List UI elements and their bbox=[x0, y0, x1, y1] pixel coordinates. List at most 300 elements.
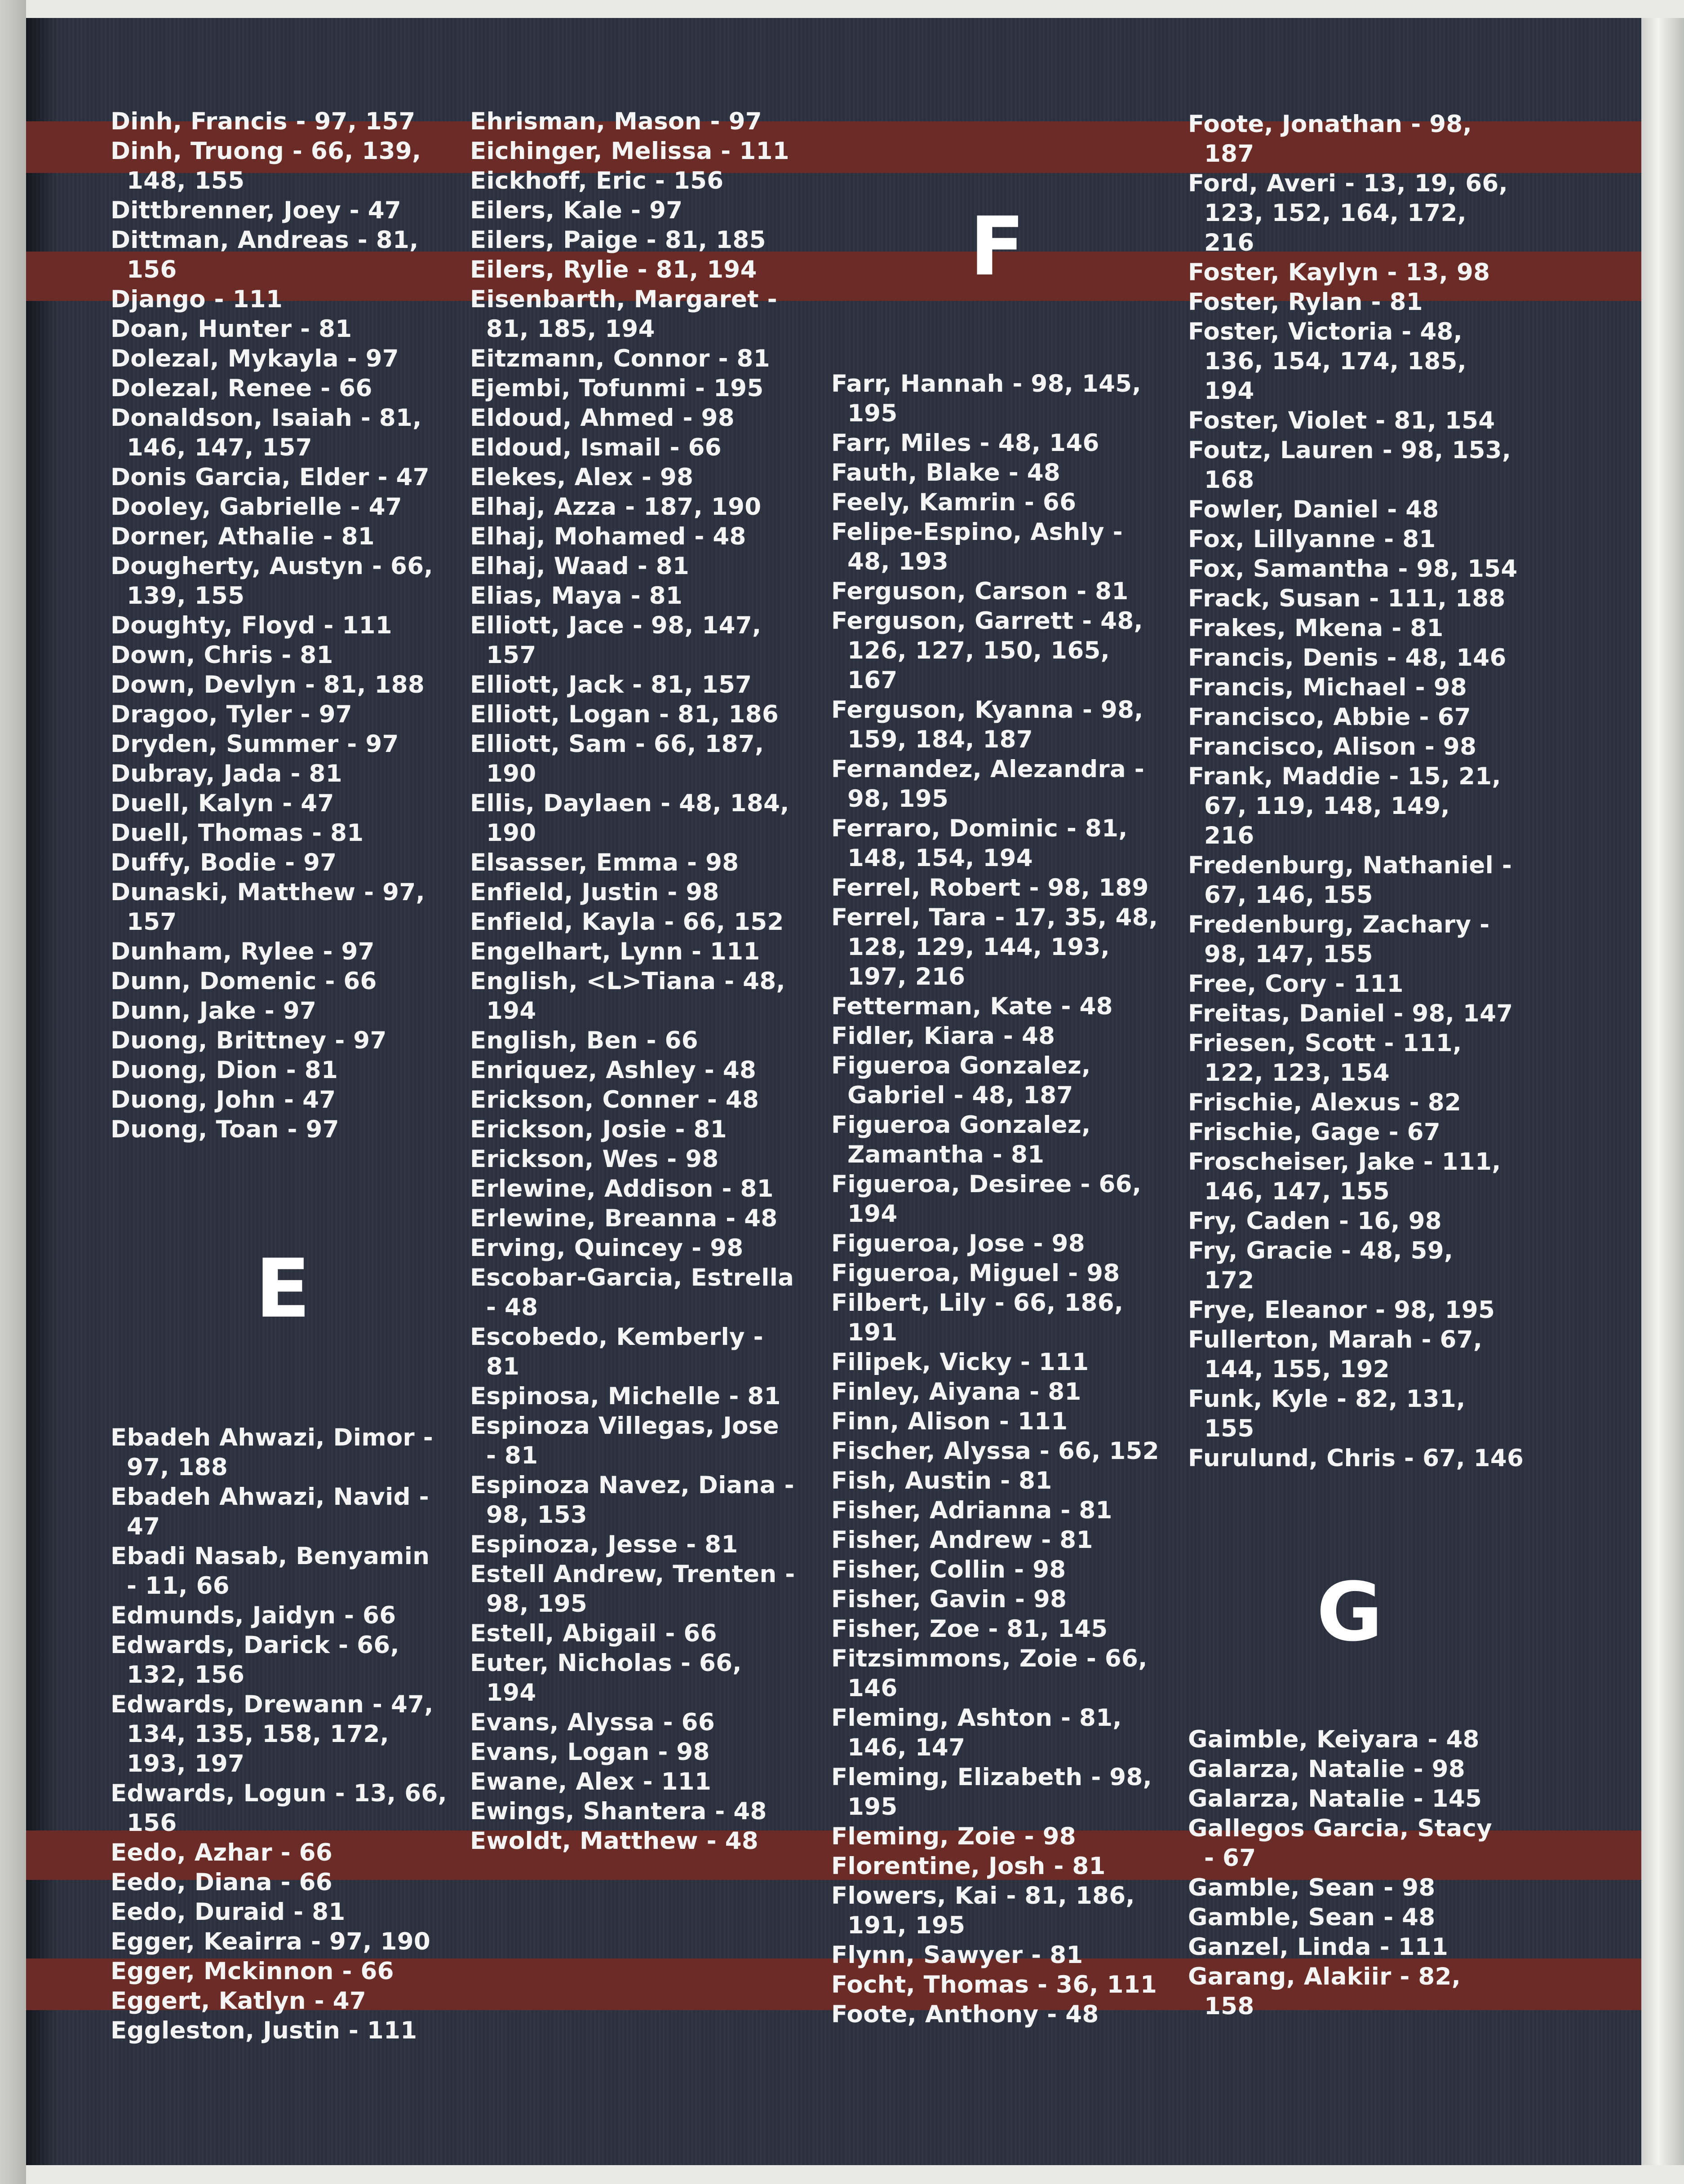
index-entry-name: Ferguson, Garrett - 48, bbox=[831, 607, 1143, 635]
index-entry bbox=[111, 1601, 461, 1631]
index-entry bbox=[1188, 732, 1538, 762]
index-entry-name: Elhaj, Waad - 81 bbox=[470, 553, 690, 580]
index-entry bbox=[111, 403, 461, 463]
index-entry-name: Dunaski, Matthew - 97, bbox=[111, 879, 425, 906]
index-entry-name: Donis Garcia, Elder - 47 bbox=[111, 464, 430, 491]
index-entry bbox=[1188, 584, 1538, 614]
index-entry bbox=[111, 611, 461, 641]
section-letter-g: G bbox=[1316, 1565, 1383, 1659]
index-entry-name: Ellis, Daylaen - 48, 184, bbox=[470, 790, 789, 817]
section-letter-e: E bbox=[255, 1242, 310, 1336]
index-entry bbox=[831, 369, 1182, 429]
index-entry-continuation: 195 bbox=[847, 1793, 898, 1821]
index-entry-continuation: 136, 154, 174, 185, bbox=[1204, 348, 1467, 375]
index-entry-name: Foote, Jonathan - 98, bbox=[1188, 111, 1472, 138]
index-entry-continuation: 157 bbox=[486, 641, 536, 669]
index-entry bbox=[1188, 169, 1538, 258]
index-entry-name: Frank, Maddie - 15, 21, bbox=[1188, 763, 1501, 790]
index-entry-continuation: 67, 146, 155 bbox=[1204, 881, 1373, 909]
index-entry bbox=[831, 1644, 1182, 1703]
index-entry-name: Fetterman, Kate - 48 bbox=[831, 993, 1113, 1020]
index-entry-name: Fernandez, Alezandra - bbox=[831, 756, 1145, 783]
section-letter-f: F bbox=[970, 200, 1025, 294]
index-entry-name: Feely, Kamrin - 66 bbox=[831, 489, 1077, 516]
index-entry-name: Espinoza Villegas, Jose bbox=[470, 1412, 779, 1440]
right-page-edge bbox=[1641, 18, 1684, 2165]
index-entry-name: Engelhart, Lynn - 111 bbox=[470, 938, 760, 965]
index-entry-name: Farr, Miles - 48, 146 bbox=[831, 429, 1099, 457]
index-entry bbox=[831, 577, 1182, 606]
index-entry bbox=[1188, 851, 1538, 910]
index-entry bbox=[470, 1233, 820, 1263]
index-entry bbox=[111, 314, 461, 344]
index-entry-name: Ehrisman, Mason - 97 bbox=[470, 108, 762, 135]
index-entry-name: Ford, Averi - 13, 19, 66, bbox=[1188, 170, 1508, 197]
index-entry-name: Furulund, Chris - 67, 146 bbox=[1188, 1445, 1524, 1472]
index-entry bbox=[470, 611, 820, 670]
index-entry bbox=[111, 522, 461, 552]
index-entry-continuation: 139, 155 bbox=[127, 582, 245, 610]
index-entry bbox=[1188, 673, 1538, 703]
index-entry bbox=[831, 1585, 1182, 1614]
index-entry-continuation: 148, 154, 194 bbox=[847, 844, 1033, 872]
index-entry-continuation: 216 bbox=[1204, 822, 1254, 849]
index-entry-continuation: 194 bbox=[486, 997, 536, 1025]
index-entry-name: Euter, Nicholas - 66, bbox=[470, 1649, 742, 1677]
index-entry-name: Escobar-Garcia, Estrella bbox=[470, 1264, 794, 1291]
index-entry-name: Eitzmann, Connor - 81 bbox=[470, 345, 770, 372]
index-entry-name: Edmunds, Jaidyn - 66 bbox=[111, 1602, 396, 1629]
index-entry-name: Funk, Kyle - 82, 131, bbox=[1188, 1385, 1466, 1413]
index-entry bbox=[831, 1496, 1182, 1525]
index-entry bbox=[831, 1555, 1182, 1585]
index-entry-name: Fisher, Zoe - 81, 145 bbox=[831, 1615, 1108, 1643]
index-entry-continuation: 146, 147, 155 bbox=[1204, 1178, 1390, 1205]
index-entry-continuation: 191, 195 bbox=[847, 1912, 966, 1939]
index-entry bbox=[1188, 1873, 1538, 1903]
index-entry-name: Figueroa, Miguel - 98 bbox=[831, 1260, 1120, 1287]
index-entry-name: Donaldson, Isaiah - 81, bbox=[111, 404, 422, 432]
index-entry bbox=[111, 641, 461, 670]
index-entry bbox=[111, 285, 461, 314]
index-entry-name: Fox, Samantha - 98, 154 bbox=[1188, 555, 1518, 583]
index-entry-continuation: 146, 147, 157 bbox=[127, 434, 312, 461]
index-entry-name: Evans, Logan - 98 bbox=[470, 1738, 710, 1766]
index-entry-continuation: 146, 147 bbox=[847, 1734, 966, 1761]
index-entry-name: Fox, Lillyanne - 81 bbox=[1188, 526, 1436, 553]
index-entry-name: Ferrel, Robert - 98, 189 bbox=[831, 874, 1149, 902]
index-entry bbox=[111, 700, 461, 729]
index-entry bbox=[470, 1560, 820, 1619]
index-entry-name: Filbert, Lily - 66, 186, bbox=[831, 1289, 1124, 1317]
index-entry bbox=[470, 463, 820, 492]
index-entry-name: Doan, Hunter - 81 bbox=[111, 315, 352, 343]
index-entry bbox=[470, 344, 820, 374]
index-entry-name: Figueroa, Jose - 98 bbox=[831, 1230, 1085, 1257]
index-entry bbox=[111, 729, 461, 759]
index-entry-name: Ebadeh Ahwazi, Navid - bbox=[111, 1483, 429, 1511]
index-entry bbox=[470, 1056, 820, 1085]
index-entry-name: Elhaj, Azza - 187, 190 bbox=[470, 493, 762, 521]
index-entry-name: Foster, Rylan - 81 bbox=[1188, 288, 1423, 316]
index-entry-name: Free, Cory - 111 bbox=[1188, 970, 1404, 998]
index-entry-name: Dunn, Jake - 97 bbox=[111, 997, 317, 1025]
index-entry-name: Dubray, Jada - 81 bbox=[111, 760, 342, 787]
index-entry bbox=[470, 878, 820, 907]
index-entry-name: Gallegos Garcia, Stacy bbox=[1188, 1815, 1493, 1842]
index-entry-continuation: 155 bbox=[1204, 1415, 1254, 1442]
index-entry-name: Down, Devlyn - 81, 188 bbox=[111, 671, 425, 699]
index-entry bbox=[1188, 1384, 1538, 1444]
index-entry-continuation: - 11, 66 bbox=[127, 1572, 230, 1600]
index-entry-name: Ferguson, Kyanna - 98, bbox=[831, 696, 1143, 724]
index-entry-name: Elekes, Alex - 98 bbox=[470, 464, 694, 491]
index-entry-name: Erickson, Conner - 48 bbox=[470, 1086, 759, 1114]
index-entry-continuation: 144, 155, 192 bbox=[1204, 1356, 1390, 1383]
index-entry bbox=[831, 755, 1182, 814]
index-entry-name: Florentine, Josh - 81 bbox=[831, 1852, 1106, 1880]
index-entry bbox=[1188, 1295, 1538, 1325]
index-entry bbox=[111, 2016, 461, 2046]
index-entry bbox=[1188, 910, 1538, 969]
index-entry bbox=[831, 1437, 1182, 1466]
index-entry-continuation: 98, 195 bbox=[486, 1590, 588, 1618]
index-entry bbox=[111, 552, 461, 611]
index-entry-name: Elias, Maya - 81 bbox=[470, 582, 683, 610]
index-entry bbox=[470, 403, 820, 433]
index-entry bbox=[470, 700, 820, 729]
index-entry-name: Dolezal, Mykayla - 97 bbox=[111, 345, 399, 372]
index-entry-continuation: 194 bbox=[847, 1200, 898, 1228]
index-entry-continuation: 197, 216 bbox=[847, 963, 966, 990]
index-entry bbox=[1188, 762, 1538, 851]
index-entry-name: Dolezal, Renee - 66 bbox=[111, 375, 372, 402]
index-entry-name: Figueroa, Desiree - 66, bbox=[831, 1171, 1142, 1198]
index-entry bbox=[1188, 1444, 1538, 1473]
index-entry bbox=[1188, 317, 1538, 406]
index-entry-name: Dittbrenner, Joey - 47 bbox=[111, 197, 402, 224]
index-entry-continuation: 194 bbox=[486, 1679, 536, 1707]
index-entry bbox=[470, 196, 820, 225]
index-entry bbox=[1188, 1207, 1538, 1236]
index-entry-name: Eilers, Kale - 97 bbox=[470, 197, 683, 224]
index-entry-continuation: 172 bbox=[1204, 1267, 1254, 1294]
index-entry bbox=[831, 1970, 1182, 2000]
index-entry-name: Fowler, Daniel - 48 bbox=[1188, 496, 1439, 523]
index-entry bbox=[111, 492, 461, 522]
index-entry bbox=[470, 967, 820, 1026]
index-entry bbox=[470, 1382, 820, 1411]
index-entry bbox=[111, 1986, 461, 2016]
index-entry-name: Egger, Mckinnon - 66 bbox=[111, 1958, 394, 1985]
index-entry-name: Eldoud, Ahmed - 98 bbox=[470, 404, 735, 432]
index-entry-name: Elliott, Jace - 98, 147, bbox=[470, 612, 762, 639]
index-entry bbox=[470, 1797, 820, 1826]
index-entry-name: Figueroa Gonzalez, bbox=[831, 1052, 1091, 1079]
index-entry bbox=[831, 1703, 1182, 1763]
index-entry-continuation: 98, 153 bbox=[486, 1501, 588, 1529]
index-entry-name: Ejembi, Tofunmi - 195 bbox=[470, 375, 764, 402]
index-entry-continuation: 156 bbox=[127, 1809, 177, 1837]
index-entry-name: Down, Chris - 81 bbox=[111, 641, 333, 669]
index-entry bbox=[111, 463, 461, 492]
index-entry-name: Foutz, Lauren - 98, 153, bbox=[1188, 437, 1511, 464]
index-entry-name: English, Ben - 66 bbox=[470, 1027, 698, 1054]
index-entry-name: Fleming, Elizabeth - 98, bbox=[831, 1764, 1152, 1791]
index-entry-name: Ewoldt, Matthew - 48 bbox=[470, 1827, 759, 1855]
index-entry-name: Enriquez, Ashley - 48 bbox=[470, 1057, 757, 1084]
index-entry bbox=[111, 759, 461, 789]
index-entry-name: Foster, Victoria - 48, bbox=[1188, 318, 1463, 345]
index-entry bbox=[470, 1826, 820, 1856]
index-entry-continuation: 157 bbox=[127, 908, 177, 936]
index-entry-continuation: 67, 119, 148, 149, bbox=[1204, 792, 1450, 820]
index-entry bbox=[111, 1868, 461, 1897]
index-entry-name: Frischie, Gage - 67 bbox=[1188, 1119, 1441, 1146]
index-entry bbox=[111, 818, 461, 848]
index-entry-name: Evans, Alyssa - 66 bbox=[470, 1709, 715, 1736]
index-entry bbox=[831, 1763, 1182, 1822]
index-entry-name: Focht, Thomas - 36, 111 bbox=[831, 1971, 1157, 1998]
index-entry bbox=[111, 137, 461, 196]
index-entry bbox=[1188, 258, 1538, 287]
index-entry bbox=[470, 1471, 820, 1530]
index-entry bbox=[1188, 406, 1538, 436]
index-entry-name: Ferguson, Carson - 81 bbox=[831, 578, 1129, 605]
index-entry-name: Erving, Quincey - 98 bbox=[470, 1234, 744, 1262]
index-entry bbox=[470, 1411, 820, 1471]
index-entry bbox=[111, 196, 461, 225]
index-entry-name: Elhaj, Mohamed - 48 bbox=[470, 523, 746, 550]
index-entry-name: Django - 111 bbox=[111, 286, 283, 313]
index-entry-name: Gaimble, Keiyara - 48 bbox=[1188, 1726, 1480, 1753]
index-entry bbox=[831, 1288, 1182, 1348]
index-entry bbox=[111, 878, 461, 937]
index-entry-name: Fry, Caden - 16, 98 bbox=[1188, 1207, 1442, 1235]
index-entry bbox=[1188, 525, 1538, 554]
index-entry bbox=[1188, 110, 1538, 169]
index-entry bbox=[470, 670, 820, 700]
index-entry-name: Eedo, Duraid - 81 bbox=[111, 1898, 346, 1926]
index-entry bbox=[470, 433, 820, 463]
index-entry bbox=[111, 1056, 461, 1085]
index-entry-continuation: 216 bbox=[1204, 229, 1254, 256]
index-entry bbox=[831, 2000, 1182, 2029]
index-entry bbox=[1188, 1147, 1538, 1207]
index-entry-name: Elliott, Jack - 81, 157 bbox=[470, 671, 752, 699]
index-entry-name: Frack, Susan - 111, 188 bbox=[1188, 585, 1506, 612]
index-entry-name: Ewane, Alex - 111 bbox=[470, 1768, 712, 1795]
index-entry bbox=[831, 1881, 1182, 1941]
index-entry-name: English, <L>Tiana - 48, bbox=[470, 968, 785, 995]
index-entry bbox=[1188, 1088, 1538, 1118]
index-entry-name: Flowers, Kai - 81, 186, bbox=[831, 1882, 1135, 1910]
index-entry bbox=[470, 374, 820, 403]
index-entry-name: Escobedo, Kemberly - bbox=[470, 1323, 763, 1351]
index-entry bbox=[831, 1377, 1182, 1407]
index-entry-name: Dinh, Francis - 97, 157 bbox=[111, 108, 416, 135]
index-entry bbox=[470, 1204, 820, 1233]
index-entry bbox=[470, 937, 820, 967]
index-entry-name: Francisco, Alison - 98 bbox=[1188, 733, 1477, 760]
index-entry-continuation: 134, 135, 158, 172, bbox=[127, 1720, 390, 1748]
index-entry-name: Galarza, Natalie - 98 bbox=[1188, 1755, 1465, 1783]
index-entry bbox=[1188, 614, 1538, 643]
index-entry-name: Eickhoff, Eric - 156 bbox=[470, 167, 724, 195]
index-entry bbox=[111, 1085, 461, 1115]
index-entry bbox=[831, 1407, 1182, 1437]
index-entry-name: Fidler, Kiara - 48 bbox=[831, 1022, 1055, 1050]
index-entry-name: Espinoza, Jesse - 81 bbox=[470, 1531, 738, 1558]
index-entry-name: Dinh, Truong - 66, 139, bbox=[111, 137, 421, 165]
left-page-edge bbox=[0, 0, 26, 2184]
index-entry-name: Fredenburg, Zachary - bbox=[1188, 911, 1490, 938]
index-entry bbox=[470, 848, 820, 878]
index-entry-name: Eilers, Rylie - 81, 194 bbox=[470, 256, 757, 283]
index-entry bbox=[470, 492, 820, 522]
index-entry-continuation: 194 bbox=[1204, 377, 1254, 405]
index-entry bbox=[831, 1051, 1182, 1110]
index-entry-continuation: 123, 152, 164, 172, bbox=[1204, 199, 1467, 227]
index-entry-name: Farr, Hannah - 98, 145, bbox=[831, 370, 1141, 398]
index-entry-continuation: 159, 184, 187 bbox=[847, 726, 1033, 753]
index-entry-name: Galarza, Natalie - 145 bbox=[1188, 1785, 1482, 1813]
index-entry-continuation: 98, 195 bbox=[847, 785, 949, 813]
index-entry-name: Dragoo, Tyler - 97 bbox=[111, 701, 352, 728]
index-entry-name: Erlewine, Addison - 81 bbox=[470, 1175, 774, 1203]
index-entry bbox=[831, 1229, 1182, 1259]
index-entry-continuation: Gabriel - 48, 187 bbox=[847, 1082, 1073, 1109]
index-entry bbox=[1188, 643, 1538, 673]
index-entry-name: Ebadeh Ahwazi, Dimor - bbox=[111, 1424, 434, 1451]
index-entry bbox=[1188, 1932, 1538, 1962]
index-entry-name: Fullerton, Marah - 67, bbox=[1188, 1326, 1483, 1353]
index-entry-name: Eilers, Paige - 81, 185 bbox=[470, 226, 766, 254]
index-entry bbox=[831, 814, 1182, 873]
index-entry bbox=[111, 1423, 461, 1482]
index-entry-continuation: 195 bbox=[847, 400, 898, 427]
index-entry-name: Fleming, Ashton - 81, bbox=[831, 1704, 1122, 1732]
index-entry-name: Frischie, Alexus - 82 bbox=[1188, 1089, 1462, 1116]
index-entry bbox=[831, 1466, 1182, 1496]
index-entry bbox=[831, 517, 1182, 577]
index-entry bbox=[470, 1085, 820, 1115]
index-entry bbox=[1188, 1325, 1538, 1384]
index-entry bbox=[1188, 436, 1538, 495]
index-entry-name: Edwards, Logun - 13, 66, bbox=[111, 1780, 447, 1807]
index-entry bbox=[111, 1542, 461, 1601]
index-entry bbox=[111, 225, 461, 285]
index-entry bbox=[1188, 287, 1538, 317]
index-entry bbox=[831, 458, 1182, 488]
index-entry bbox=[1188, 1903, 1538, 1932]
index-entry-name: Duong, John - 47 bbox=[111, 1086, 336, 1114]
index-entry bbox=[470, 1708, 820, 1737]
index-entry-name: Freitas, Daniel - 98, 147 bbox=[1188, 1000, 1513, 1027]
index-entry bbox=[111, 1838, 461, 1868]
index-entry-name: Fredenburg, Nathaniel - bbox=[1188, 852, 1512, 879]
index-entry bbox=[1188, 1236, 1538, 1295]
index-entry-name: Gamble, Sean - 98 bbox=[1188, 1874, 1436, 1901]
index-entry-continuation: 156 bbox=[127, 256, 177, 283]
index-entry bbox=[470, 1737, 820, 1767]
index-entry-name: Francisco, Abbie - 67 bbox=[1188, 703, 1471, 731]
index-entry-continuation: 158 bbox=[1204, 1993, 1254, 2020]
index-entry-continuation: 126, 127, 150, 165, bbox=[847, 637, 1110, 664]
index-entry-name: Foote, Anthony - 48 bbox=[831, 2001, 1099, 2028]
index-entry-name: Fisher, Andrew - 81 bbox=[831, 1526, 1093, 1554]
index-entry bbox=[470, 1145, 820, 1174]
index-entry-continuation: 193, 197 bbox=[127, 1750, 245, 1777]
index-entry-name: Ferraro, Dominic - 81, bbox=[831, 815, 1128, 842]
index-entry bbox=[111, 1115, 461, 1145]
index-entry bbox=[470, 1322, 820, 1382]
index-entry-name: Eggleston, Justin - 111 bbox=[111, 2017, 417, 2044]
index-entry bbox=[470, 789, 820, 848]
index-entry bbox=[1188, 495, 1538, 525]
index-entry-name: Fischer, Alyssa - 66, 152 bbox=[831, 1437, 1159, 1465]
index-entry-name: Foster, Violet - 81, 154 bbox=[1188, 407, 1495, 434]
index-entry-continuation: 146 bbox=[847, 1675, 898, 1702]
index-entry-name: Fish, Austin - 81 bbox=[831, 1467, 1052, 1494]
index-entry bbox=[470, 1619, 820, 1649]
index-entry bbox=[831, 903, 1182, 992]
index-entry-name: Garang, Alakiir - 82, bbox=[1188, 1963, 1461, 1990]
index-entry bbox=[831, 1170, 1182, 1229]
index-entry bbox=[111, 996, 461, 1026]
index-entry bbox=[470, 729, 820, 789]
index-entry-name: Ferrel, Tara - 17, 35, 48, bbox=[831, 904, 1158, 931]
index-entry-continuation: 187 bbox=[1204, 140, 1254, 168]
index-entry bbox=[1188, 554, 1538, 584]
index-entry-name: Duong, Dion - 81 bbox=[111, 1057, 338, 1084]
index-entry-name: Fitzsimmons, Zoie - 66, bbox=[831, 1645, 1148, 1672]
index-entry-name: Filipek, Vicky - 111 bbox=[831, 1348, 1089, 1376]
index-entry bbox=[1188, 1814, 1538, 1873]
index-entry-name: Dooley, Gabrielle - 47 bbox=[111, 493, 402, 521]
index-entry-continuation: 47 bbox=[127, 1513, 160, 1540]
index-entry-name: Frakes, Mkena - 81 bbox=[1188, 615, 1444, 642]
index-entry bbox=[831, 992, 1182, 1021]
index-entry bbox=[831, 1525, 1182, 1555]
index-entry-name: Gamble, Sean - 48 bbox=[1188, 1904, 1436, 1931]
index-entry-name: Dunham, Rylee - 97 bbox=[111, 938, 375, 965]
index-entry bbox=[111, 937, 461, 967]
index-entry bbox=[470, 1115, 820, 1145]
index-entry-name: Friesen, Scott - 111, bbox=[1188, 1030, 1462, 1057]
index-entry-name: Fauth, Blake - 48 bbox=[831, 459, 1061, 486]
index-entry-continuation: 81, 185, 194 bbox=[486, 315, 655, 343]
index-entry bbox=[831, 1021, 1182, 1051]
index-entry bbox=[470, 1530, 820, 1560]
index-entry-name: Doughty, Floyd - 111 bbox=[111, 612, 392, 639]
index-entry-name: Ganzel, Linda - 111 bbox=[1188, 1933, 1449, 1961]
index-entry-name: Finn, Alison - 111 bbox=[831, 1408, 1068, 1435]
index-entry bbox=[470, 225, 820, 255]
index-entry-continuation: - 67 bbox=[1204, 1844, 1256, 1872]
index-entry-name: Ebadi Nasab, Benyamin bbox=[111, 1543, 430, 1570]
index-entry bbox=[111, 107, 461, 137]
index-entry bbox=[111, 848, 461, 878]
index-entry bbox=[1188, 1784, 1538, 1814]
index-entry-continuation: 132, 156 bbox=[127, 1661, 245, 1689]
index-entry-continuation: 128, 129, 144, 193, bbox=[847, 933, 1110, 961]
index-entry bbox=[111, 967, 461, 996]
index-entry bbox=[111, 374, 461, 403]
index-entry-name: Edwards, Drewann - 47, bbox=[111, 1691, 434, 1718]
index-entry-continuation: 97, 188 bbox=[127, 1454, 228, 1481]
index-entry bbox=[470, 1026, 820, 1056]
